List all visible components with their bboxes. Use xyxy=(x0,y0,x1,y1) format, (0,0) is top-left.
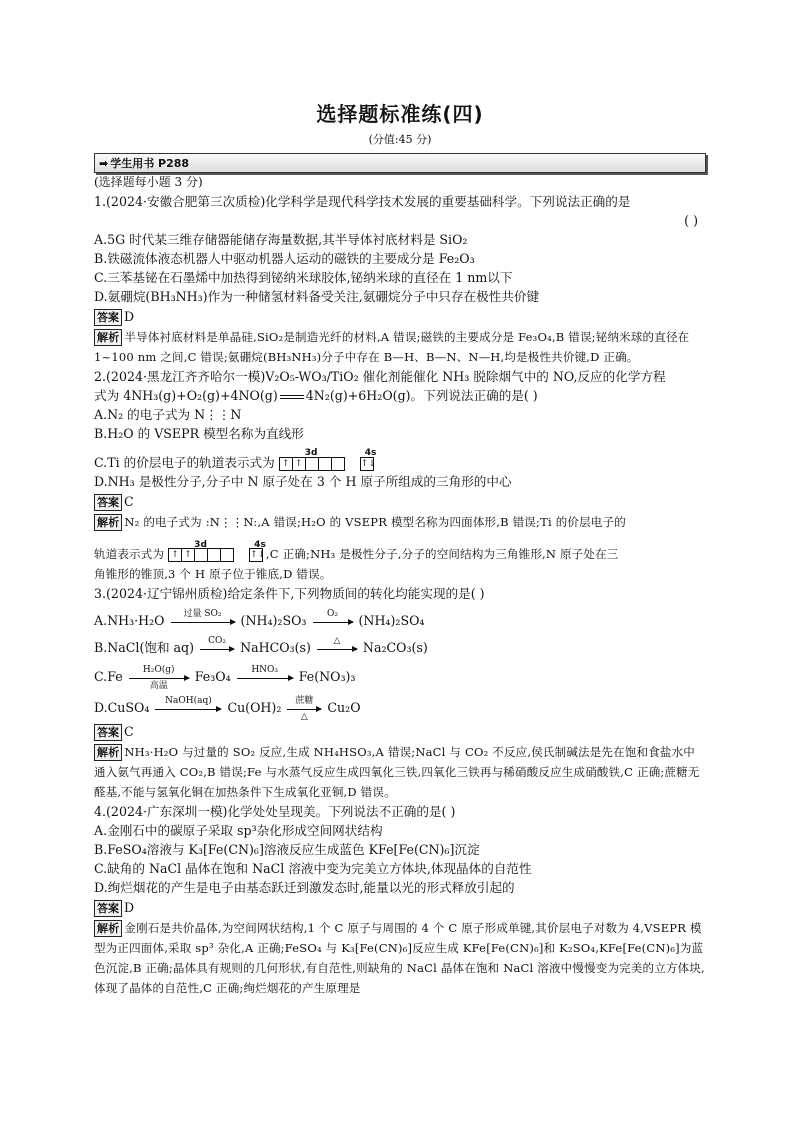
arrow-condition: △ xyxy=(300,712,308,722)
question-4-explanation xyxy=(94,918,706,998)
question-2 xyxy=(94,367,706,584)
orbital-diagram xyxy=(168,540,267,562)
arrow-condition: H₂O(g) xyxy=(142,665,175,675)
arrow-condition: 蔗糖 xyxy=(295,696,314,706)
reaction-arrow xyxy=(317,636,357,650)
orbital-cell: ↑ xyxy=(292,457,306,471)
orbital-3d-label: 3d xyxy=(194,540,208,550)
equals-sign xyxy=(280,395,304,399)
reaction-arrow xyxy=(129,665,189,691)
answer-value: D xyxy=(124,309,135,324)
arrow-condition: CO₂ xyxy=(208,636,226,646)
question-3-explanation xyxy=(94,742,706,802)
document-page xyxy=(94,0,706,998)
reaction-arrow xyxy=(200,636,234,650)
explain-tag: 解析 xyxy=(94,329,122,346)
explain-tag: 解析 xyxy=(94,744,122,761)
explanation-line2-end: ,C 正确;NH₃ 是极性分子,分子的空间结构为三角锥形,N 原子处在三 xyxy=(265,547,619,561)
explanation-line2-start: 轨道表示式为 xyxy=(94,547,165,561)
explain-tag: 解析 xyxy=(94,514,122,531)
species: Cu₂O xyxy=(327,700,361,715)
answer-tag: 答案 xyxy=(94,494,122,511)
question-4 xyxy=(94,802,706,998)
answer-paren: ( ) xyxy=(684,213,698,228)
answer-value: D xyxy=(124,900,135,915)
arrow-condition: NaOH(aq) xyxy=(165,696,212,706)
explanation-text: 金刚石是共价晶体,为空间网状结构,1 个 C 原子与周围的 4 个 C 原子形成单键,其价层电子对数为 4,VSEPR 模型为正四面体,采取 sp³ 杂化,A 正确;FeSO₄ 与 K₃[Fe(CN)₆]反应生成 KFe[Fe(CN)₆]和 K₂SO₄,KFe[Fe(CN)₆]为蓝色沉淀,B 正确;晶体具有规则的几何形状,有自范性,则缺角的 NaCl 晶体在饱和 NaCl 溶液中慢慢变为完美的立方体块,体现了晶体的自范性,C 正确;绚烂烟花的产生原理是 xyxy=(94,921,705,995)
orbital-cell xyxy=(318,457,332,471)
arrow-condition: HNO₃ xyxy=(251,665,279,675)
question-4-answer xyxy=(94,897,706,918)
question-1-option-a: A.5G 时代某三维存储器能储存海量数据,其半导体衬底材料是 SiO₂ xyxy=(94,232,468,247)
question-1 xyxy=(94,192,706,367)
question-2-option-b: B.H₂O 的 VSEPR 模型名称为直线形 xyxy=(94,426,304,441)
species: C.Fe xyxy=(94,669,123,684)
species: NaHCO₃(s) xyxy=(240,640,311,655)
question-4-stem: 4.(2024·广东深圳一模)化学处处呈现美。下列说法不正确的是( ) xyxy=(94,804,456,819)
orbital-cell xyxy=(207,548,221,562)
explanation-line1: N₂ 的电子式为 :N⋮⋮N:,A 错误;H₂O 的 VSEPR 模型名称为四面体形,B 错误;Ti 的价层电子的 xyxy=(124,515,626,529)
arrow-condition: 过量 SO₂ xyxy=(183,609,222,619)
orbital-cell: ↑↓ xyxy=(360,458,376,469)
answer-value: C xyxy=(124,494,134,509)
species: D.CuSO₄ xyxy=(94,700,150,715)
question-3-option-a xyxy=(94,611,706,630)
question-1-option-c: C.三苯基铋在石墨烯中加热得到铋纳米球胶体,铋纳米球的直径在 1 nm以下 xyxy=(94,270,513,285)
orbital-3d-label: 3d xyxy=(304,447,318,458)
answer-tag: 答案 xyxy=(94,900,122,917)
species: B.NaCl(饱和 aq) xyxy=(94,640,195,655)
answer-tag: 答案 xyxy=(94,309,122,326)
orbital-4s-label: 4s xyxy=(364,447,377,458)
question-2-option-d: D.NH₃ 是极性分子,分子中 N 原子处在 3 个 H 原子所组成的三角形的中心 xyxy=(94,474,512,489)
question-3-stem: 3.(2024·辽宁锦州质检)给定条件下,下列物质间的转化均能实现的是( ) xyxy=(94,586,485,601)
question-1-option-d: D.氨硼烷(BH₃NH₃)作为一种储氢材料备受关注,氨硼烷分子中只存在极性共价键 xyxy=(94,289,540,304)
explanation-text: NH₃·H₂O 与过量的 SO₂ 反应,生成 NH₄HSO₃,A 错误;NaCl 与 CO₂ 不反应,侯氏制碱法是先在饱和食盐水中通入氨气再通入 CO₂,B 错误;Fe 与水蒸气反应生成四氧化三铁,四氧化三铁再与稀硝酸反应生成硝酸铁,C 正确;蔗糖无醛基,不能与氢氧化铜在加热条件下生成氧化亚铜,D 错误。 xyxy=(94,745,700,799)
option-c-text: C.Ti 的价层电子的轨道表示式为 xyxy=(94,455,275,470)
arrow-condition: △ xyxy=(333,636,341,646)
orbital-cell: ↑ xyxy=(279,457,293,471)
species: Cu(OH)₂ xyxy=(227,700,282,715)
score-note: (分值:45 分) xyxy=(368,133,432,146)
question-3-option-b xyxy=(94,638,706,657)
question-1-option-b: B.铁磁流体液态机器人中驱动机器人运动的磁铁的主要成分是 Fe₂O₃ xyxy=(94,251,475,266)
question-4-option-d: D.绚烂烟花的产生是电子由基态跃迁到激发态时,能量以光的形式释放引起的 xyxy=(94,880,515,895)
question-1-explanation xyxy=(94,327,706,367)
question-2-option-a: A.N₂ 的电子式为 N⋮⋮N xyxy=(94,407,242,422)
question-1-answer xyxy=(94,306,706,327)
arrow-condition: O₂ xyxy=(327,609,338,619)
reaction-arrow xyxy=(287,696,321,722)
question-3-answer xyxy=(94,721,706,742)
species: (NH₄)₂SO₃ xyxy=(240,613,307,628)
answer-value: C xyxy=(124,724,134,739)
question-2-answer xyxy=(94,491,706,512)
question-2-option-c xyxy=(94,447,706,472)
page-title: 选择题标准练(四) xyxy=(316,102,484,126)
question-2-stem-line1: 2.(2024·黑龙江齐齐哈尔一模)V₂O₅-WO₃/TiO₂ 催化剂能催化 NH₃ 脱除烟气中的 NO,反应的化学方程 xyxy=(94,369,666,384)
answer-tag: 答案 xyxy=(94,724,122,741)
orbital-cell: ↑ xyxy=(181,548,195,562)
species: Na₂CO₃(s) xyxy=(362,640,428,655)
question-2-explanation xyxy=(94,512,706,584)
orbital-cell: ↑ xyxy=(168,548,182,562)
equation-right: 4N₂(g)+6H₂O(g)。下列说法正确的是( ) xyxy=(305,388,538,403)
arrow-right-icon: ➡ xyxy=(99,156,109,170)
question-2-stem-line2 xyxy=(94,386,706,405)
question-3 xyxy=(94,584,706,802)
question-3-option-d xyxy=(94,696,706,722)
question-4-option-b: B.FeSO₄溶液与 K₃[Fe(CN)₆]溶液反应生成蓝色 KFe[Fe(CN)₆]沉淀 xyxy=(94,842,480,857)
student-book-banner xyxy=(94,153,706,173)
orbital-4s-label: 4s xyxy=(254,540,267,550)
equation-left: 式为 4NH₃(g)+O₂(g)+4NO(g) xyxy=(94,388,278,403)
question-3-option-c xyxy=(94,665,706,691)
question-1-stem: 1.(2024·安徽合肥第三次质检)化学科学是现代科学技术发展的重要基础科学。下列说法正确的是 xyxy=(94,194,631,209)
orbital-cell xyxy=(220,548,234,562)
explanation-line3: 角锥形的锥顶,3 个 H 原子位于锥底,D 错误。 xyxy=(94,567,332,581)
reaction-arrow xyxy=(155,696,221,710)
orbital-cell: ↑↓ xyxy=(250,550,266,560)
question-4-option-c: C.缺角的 NaCl 晶体在饱和 NaCl 溶液中变为完美立方体块,体现晶体的自范性 xyxy=(94,861,532,876)
question-4-option-a: A.金刚石中的碳原子采取 sp³杂化形成空间网状结构 xyxy=(94,823,383,838)
reaction-arrow xyxy=(313,609,353,623)
explanation-text: 半导体衬底材料是单晶硅,SiO₂是制造光纤的材料,A 错误;磁铁的主要成分是 Fe₃O₄,B 错误;铋纳米球的直径在 1~100 nm 之间,C 错误;氨硼烷(BH₃NH₃)分子中存在 B—H、B—N、N—H,均是极性共价键,D 正确。 xyxy=(94,330,690,364)
reaction-arrow xyxy=(237,665,293,679)
reaction-arrow xyxy=(171,609,235,623)
arrow-condition: 高温 xyxy=(149,681,168,691)
species: A.NH₃·H₂O xyxy=(94,613,165,628)
orbital-cell xyxy=(331,457,345,471)
section-note: (选择题每小题 3 分) xyxy=(94,175,203,189)
species: Fe(NO₃)₃ xyxy=(298,669,356,684)
species: Fe₃O₄ xyxy=(194,669,231,684)
explain-tag: 解析 xyxy=(94,920,122,937)
species: (NH₄)₂SO₄ xyxy=(358,613,425,628)
banner-label: 学生用书 P288 xyxy=(110,157,190,170)
orbital-diagram xyxy=(279,447,377,471)
